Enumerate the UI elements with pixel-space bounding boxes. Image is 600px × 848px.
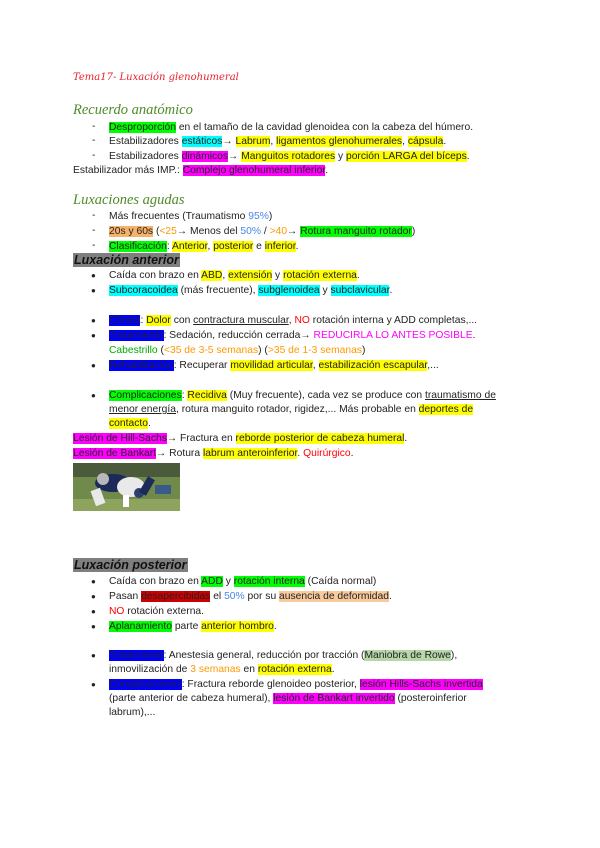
posterior-bullet-6b: (parte anterior de cabeza humeral), lesión de Bankart invertido (posteroinferior [109,693,467,704]
bullet-dot: ● [91,577,96,586]
recuerdo-line-2: Estabilizadores estáticos→ Labrum, ligamentos glenohumerales, cápsula. [109,136,447,147]
posterior-bullet-4: Aplanamiento parte anterior hombro. [109,621,277,632]
posterior-bullet-6c: labrum),... [109,707,156,718]
agudas-line-2: 20s y 60s (<25→ Menos del 50% / >40→ Rotura manguito rotador) [109,226,416,237]
heading-anterior: Luxación anterior [74,253,179,267]
posterior-bullet-1: Caída con brazo en ADD y rotación interna (Caída normal) [109,576,377,587]
bullet-dot: ● [91,651,96,660]
posterior-bullet-5b: inmovilización de 3 semanas en rotación externa. [109,664,335,675]
recuerdo-line-3: Estabilizadores dinámicos→ Manguitos rotadores y porción LARGA del bíceps. [109,151,470,162]
bankart-line: Lesión de Bankart→ Rotura labrum anteroinferior. Quirúrgico. [73,448,354,459]
heading-agudas: Luxaciones agudas [73,192,185,208]
anterior-bullet-5: Rehabilitación: Recuperar movilidad articular, estabilización escapular,... [109,360,439,371]
dash-bullet: - [92,150,96,161]
bullet-dot: ● [91,622,96,631]
bullet-dot: ● [91,331,96,340]
anterior-bullet-2: Subcoracoidea (más frecuente), subglenoidea y subclavicular. [109,285,393,296]
anterior-bullet-6b: menor energía, rotura manguito rotador, rigidez,... Más probable en deportes de [109,404,474,415]
bullet-dot: ● [91,607,96,616]
bullet-dot: ● [91,361,96,370]
recuerdo-line-4: Estabilizador más IMP.: Complejo glenohumeral inferior. [73,165,329,176]
dash-bullet: - [92,240,96,251]
dash-bullet: - [92,210,96,221]
bullet-dot: ● [91,391,96,400]
football-tackle-photo [73,463,180,511]
bullet-dot: ● [91,680,96,689]
page-title: Tema17- Luxación glenohumeral [73,72,239,83]
bullet-dot: ● [91,286,96,295]
anterior-bullet-3: Clínica: Dolor con contractura muscular, NO rotación interna y ADD completas,... [109,315,478,326]
dash-bullet: - [92,121,96,132]
heading-posterior: Luxación posterior [74,558,187,572]
anterior-bullet-6c: contacto. [109,418,151,429]
posterior-bullet-6a: Complicaciones: Fractura reborde glenoideo posterior, lesión Hills-Sachs invertida [109,679,483,690]
posterior-bullet-3: NO rotación externa. [109,606,205,617]
anterior-bullet-6a: Complicaciones: Recidiva (Muy frecuente), cada vez se produce con traumatismo de [109,390,496,401]
dash-bullet: - [92,225,96,236]
hill-sachs-line: Lesión de Hill-Sachs→ Fractura en reborde posterior de cabeza humeral. [73,433,408,444]
dash-bullet: - [92,135,96,146]
posterior-bullet-5a: Tratamiento: Anestesia general, reducción por tracción (Maniobra de Rowe), [109,650,458,661]
anterior-bullet-1: Caída con brazo en ABD, extensión y rotación externa. [109,270,360,281]
bullet-dot: ● [91,316,96,325]
heading-recuerdo: Recuerdo anatómico [73,102,193,118]
recuerdo-line-1: Desproporción en el tamaño de la cavidad glenoidea con la cabeza del húmero. [109,122,474,133]
anterior-bullet-4a: Tratamiento: Sedación, reducción cerrada→ REDUCIRLA LO ANTES POSIBLE. [109,330,476,341]
agudas-line-1: Más frecuentes (Traumatismo 95%) [109,211,273,222]
agudas-line-3: Clasificación: Anterior, posterior e inferior. [109,241,299,252]
bullet-dot: ● [91,592,96,601]
posterior-bullet-2: Pasan desapercibidas el 50% por su ausencia de deformidad. [109,591,392,602]
anterior-bullet-4b: Cabestrillo (<35 de 3-5 semanas) (>35 de 1-3 semanas) [109,345,366,356]
bullet-dot: ● [91,271,96,280]
